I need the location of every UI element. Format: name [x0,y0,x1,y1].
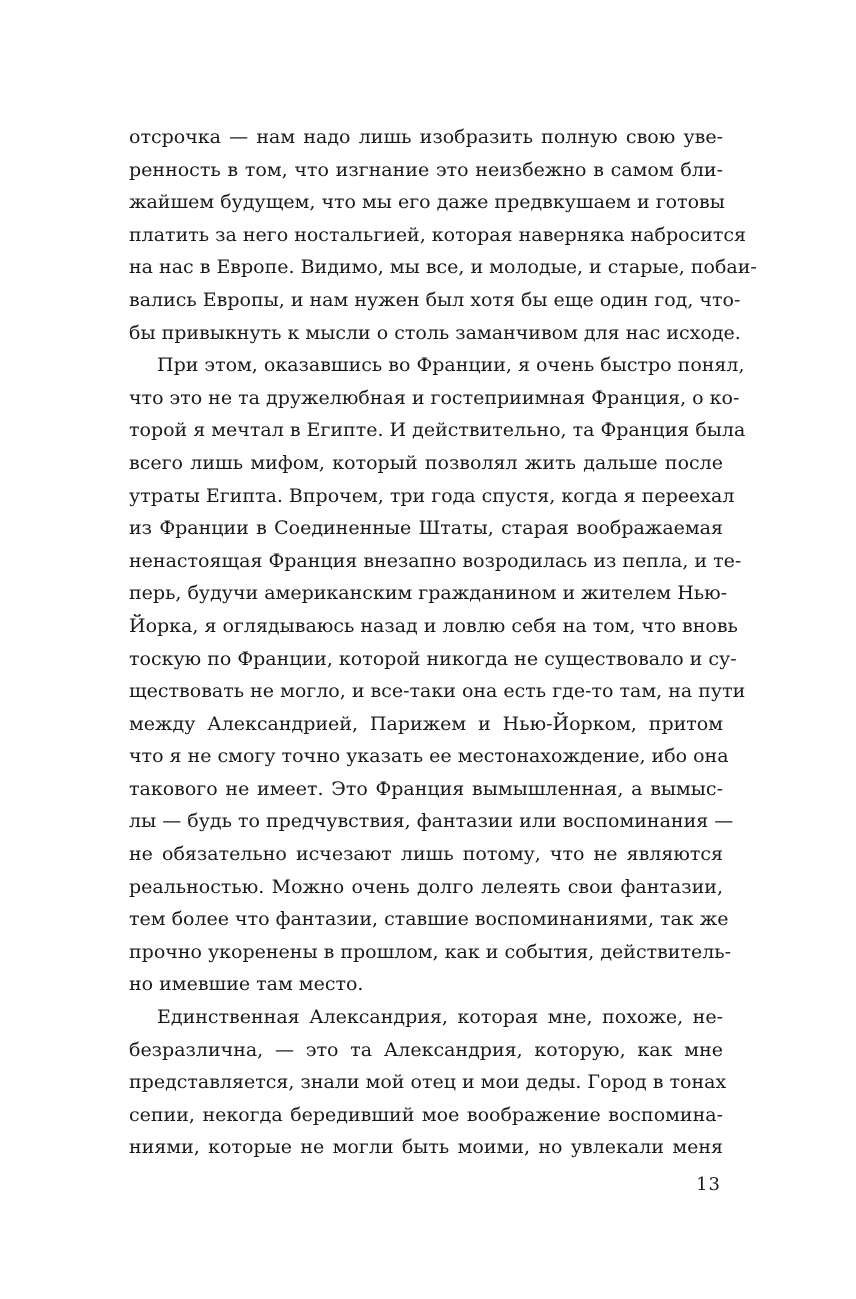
text-line: лы — будь то предчувствия, фантазии или воспоминания — [129,810,734,833]
text-line: что я не смогу точно указать ее местонахождение, ибо она [129,745,729,768]
text-line: сепии, некогда бередивший мое воображение воспомина- [129,1103,723,1126]
text-line: не обязательно исчезают лишь потому, что не являются [129,843,723,866]
text-line: платить за него ностальгией, которая наверняка набросится [129,223,747,246]
text-line: ниями, которые не могли быть моими, но увлекали меня [129,1136,723,1159]
text-line: вались Европы, и нам нужен был хотя бы еще один год, что- [129,288,741,311]
text-line: ренность в том, что изгнание это неизбежно в самом бли- [129,158,723,181]
text-line: такового не имеет. Это Франция вымышленная, а вымыс- [129,777,723,800]
text-line: При этом, оказавшись во Франции, я очень быстро понял, [157,354,745,377]
text-line: реальностью. Можно очень долго лелеять свои фантазии, [129,875,723,898]
text-line: между Александрией, Парижем и Нью-Йорком, притом [129,712,723,735]
text-line: тем более что фантазии, ставшие воспоминаниями, так же [129,908,729,931]
text-line: жайшем будущем, что мы его даже предвкушаем и готовы [129,191,725,214]
text-line: перь, будучи американским гражданином и жителем Нью- [129,582,728,605]
text-line: ществовать не могло, и все-таки она есть где-то там, на пути [129,680,746,703]
paragraph-1 [129,121,757,349]
text-line: ненастоящая Франция внезапно возродилась из пепла, и те- [129,549,742,572]
text-line: на нас в Европе. Видимо, мы все, и молодые, и старые, побаи- [129,256,757,279]
text-line: Единственная Александрия, которая мне, похоже, не- [157,1006,723,1029]
paragraph-2 [129,349,746,1001]
text-line: торой я мечтал в Египте. И действительно, та Франция была [129,419,746,442]
text-line: из Франции в Соединенные Штаты, старая воображаемая [129,517,723,540]
text-line: но имевшие там место. [129,973,364,996]
text-line: тоскую по Франции, которой никогда не существовало и су- [129,647,737,670]
body-text [129,121,757,1164]
paragraph-3 [129,1001,727,1164]
text-line: безразлична, — это та Александрия, которую, как мне [129,1038,723,1061]
text-line: Йорка, я оглядываюсь назад и ловлю себя на том, что вновь [129,614,738,637]
text-line: отсрочка — нам надо лишь изобразить полную свою уве- [129,126,723,148]
text-line: прочно укоренены в прошлом, как и события, действитель- [129,940,732,963]
text-line: представляется, знали мой отец и мои деды. Город в тонах [129,1071,727,1094]
text-line: бы привыкнуть к мысли о столь заманчивом для нас исходе. [129,321,741,344]
page-number: 13 [696,1174,721,1195]
text-line: утраты Египта. Впрочем, три года спустя, когда я переехал [129,484,735,507]
text-line: что это не та дружелюбная и гостеприимная Франция, о ко- [129,386,740,409]
text-line: всего лишь мифом, который позволял жить дальше после [129,451,723,474]
